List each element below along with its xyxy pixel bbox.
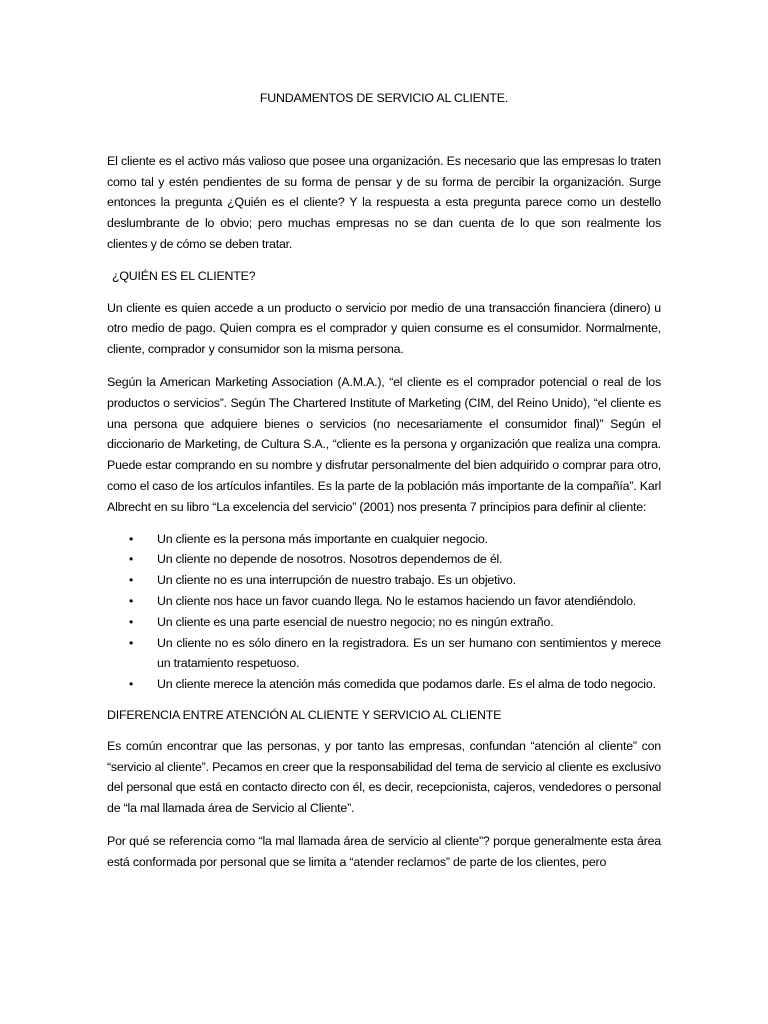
intro-paragraph: El cliente es el activo más valioso que posee una organización. Es necesario que las empresas lo traten como tal y estén pendientes de su forma de pensar y de su forma de percibir la organización. Surge entonces la pregunta ¿Quién es el cliente? Y la respuesta a esta pregunta parece como un destello deslumbrante de lo obvio; pero muchas empresas no se dan cuenta de lo que son realmente los clientes y de cómo se deben tratar. bbox=[107, 153, 661, 251]
section-heading-difference: DIFERENCIA ENTRE ATENCIÓN AL CLIENTE Y SERVICIO AL CLIENTE bbox=[107, 707, 502, 722]
list-item-text: Un cliente no depende de nosotros. Nosotros dependemos de él. bbox=[157, 552, 503, 567]
list-item-text: Un cliente no es una interrupción de nuestro trabajo. Es un objetivo. bbox=[157, 573, 516, 588]
who-paragraph: Un cliente es quien accede a un producto o servicio por medio de una transacción financiera (dinero) u otro medio de pago. Quien compra es el comprador y quien consume es el consumidor. Normalmente, cliente, comprador y consumidor son la misma persona. bbox=[107, 300, 661, 357]
list-item-text: Un cliente no es sólo dinero en la registradora. Es un ser humano con sentimientos y merece un tratamiento respetuoso. bbox=[157, 635, 661, 671]
bullet-icon: • bbox=[129, 635, 134, 650]
bullet-icon: • bbox=[129, 593, 134, 608]
section-heading-who: ¿QUIÉN ES EL CLIENTE? bbox=[112, 268, 256, 283]
bullet-icon: • bbox=[129, 552, 134, 567]
document-title: FUNDAMENTOS DE SERVICIO AL CLIENTE. bbox=[259, 91, 509, 105]
list-item bbox=[107, 674, 661, 695]
principles-list bbox=[107, 529, 661, 695]
list-item bbox=[107, 612, 661, 633]
list-item bbox=[107, 549, 661, 570]
list-item-text: Un cliente es la persona más importante en cualquier negocio. bbox=[157, 531, 488, 546]
list-item bbox=[107, 570, 661, 591]
list-item-text: Un cliente nos hace un favor cuando llega. No le estamos haciendo un favor atendiéndolo. bbox=[157, 593, 637, 608]
document-page bbox=[107, 88, 661, 873]
list-item bbox=[107, 591, 661, 612]
bullet-icon: • bbox=[129, 573, 134, 588]
bullet-icon: • bbox=[129, 614, 134, 629]
last-paragraph: Por qué se referencia como “la mal llamada área de servicio al cliente”? porque generalmente esta área está conformada por personal que se limita a “atender reclamos” de parte de los clientes, pero bbox=[107, 833, 661, 869]
bullet-icon: • bbox=[129, 677, 134, 692]
definitions-paragraph: Según la American Marketing Association (A.M.A.), “el cliente es el comprador potencial o real de los productos o servicios”. Según The Chartered Institute of Marketing (CIM, del Reino Unido), “el cliente es una persona que adquiere bienes o servicios (no necesariamente el consumidor final)” Según el diccionario de Marketing, de Cultura S.A., “cliente es la persona y organización que realiza una compra. Puede estar comprando en su nombre y disfrutar personalmente del bien adquirido o comprar para otro, como el caso de los artículos infantiles. Es la parte de la población más importante de la compañía”. Karl Albrecht en su libro “La excelencia del servicio” (2001) nos presenta 7 principios para definir al cliente: bbox=[107, 374, 661, 514]
bullet-icon: • bbox=[129, 531, 134, 546]
list-item bbox=[107, 529, 661, 550]
difference-paragraph: Es común encontrar que las personas, y por tanto las empresas, confundan “atención al cliente” con “servicio al cliente”. Pecamos en creer que la responsabilidad del tema de servicio al cliente es exclusivo del personal que está en contacto directo con él, es decir, recepcionista, cajeros, vendedores o personal de “la mal llamada área de Servicio al Cliente”. bbox=[107, 738, 661, 816]
list-item bbox=[107, 633, 661, 675]
list-item-text: Un cliente es una parte esencial de nuestro negocio; no es ningún extraño. bbox=[157, 614, 554, 629]
list-item-text: Un cliente merece la atención más comedida que podamos darle. Es el alma de todo negocio. bbox=[157, 677, 656, 692]
